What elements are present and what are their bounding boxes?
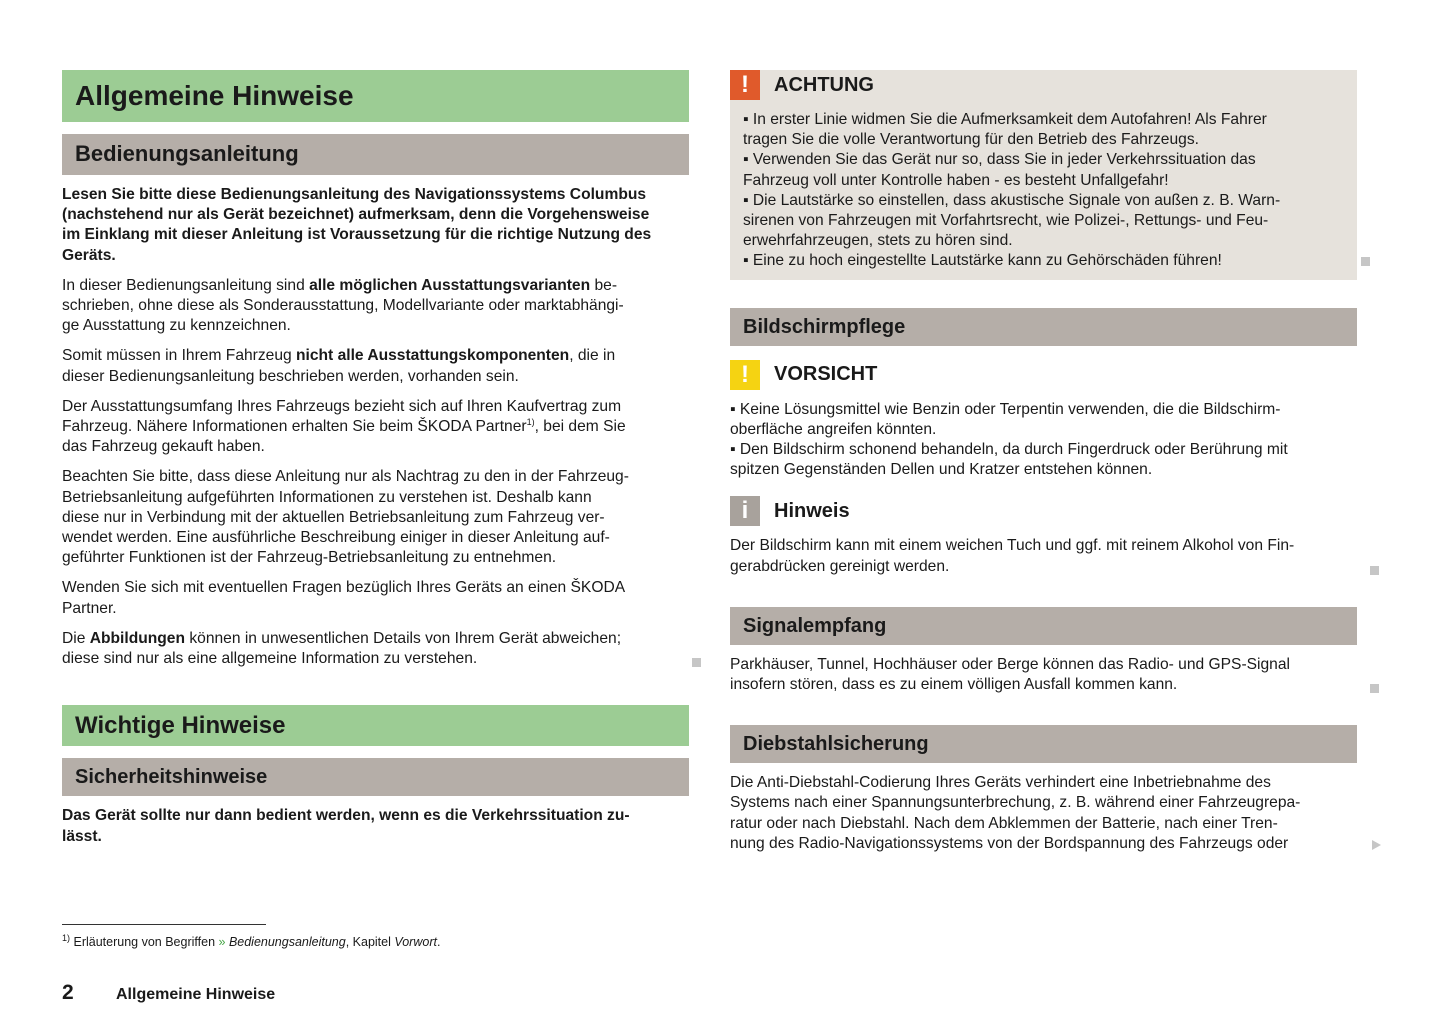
page-footer <box>62 884 689 1005</box>
text-segment: Der Bildschirm kann mit einem weichen Tuch und ggf. mit reinem Alkohol von Fin- gerabdrücken gereinigt werden. <box>730 537 1295 575</box>
text-segment: ▪ In erster Linie widmen Sie die Aufmerksamkeit dem Autofahren! Als Fahrer tragen Sie die volle Verantwortung für den Betrieb des Fahrzeugs. ▪ Verwenden Sie das Gerät nur so, dass Sie in jeder Verkehrssituation das Fahrzeug voll unter Kontrolle haben - es besteht Unfallgefahr! ▪ Die Lautstärke so einstellen, dass akustische Signale von außen z. B. Warn- sirenen von Fahrzeugen mit Vorfahrtsrecht, wie Polizei-, Rettungs- und Feu- erwehrfahrzeugen, stets zu hören sind. ▪ Eine zu hoch eingestellte Lautstärke kann zu Gehörschäden führen! <box>743 111 1281 270</box>
text-segment: Die Anti-Diebstahl-Codierung Ihres Geräts verhindert eine Inbetriebnahme des Systems nach einer Spannungsunterbrechung, z. B. während einer Fahrzeugrepa- ratur oder nach Diebstahl. Nach dem Abklemmen der Batterie, nach einer Tren- nung des Radio-Navigationssystems von der Bordspannung des Fahrzeugs oder <box>730 774 1301 852</box>
warning-box <box>730 70 1357 280</box>
text-segment: In dieser Bedienungsanleitung sind <box>62 276 310 294</box>
intro-paragraph <box>62 185 689 266</box>
heading-signalempfang: Signalempfang <box>730 607 1357 645</box>
caution-text <box>730 400 1357 481</box>
text-segment: ▪ Keine Lösungsmittel wie Benzin oder Terpentin verwenden, die die Bildschirm- oberfläche angreifen könnten. ▪ Den Bildschirm schonend behandeln, da durch Fingerdruck oder Berührung mit spitzen Gegenständen Dellen und Kratzer entstehen können. <box>730 400 1288 479</box>
section-end-marker <box>1370 566 1379 575</box>
footnote-divider <box>62 924 266 925</box>
text-segment: Abbildungen <box>89 629 186 647</box>
continue-arrow-icon <box>1372 840 1381 850</box>
safety-paragraph <box>62 806 689 846</box>
section-end-marker <box>1370 684 1379 693</box>
note-section <box>730 536 1357 586</box>
signal-paragraph <box>730 655 1357 695</box>
heading-bildschirmpflege: Bildschirmpflege <box>730 308 1357 346</box>
reference-arrow: » <box>218 935 226 949</box>
heading-allgemeine-hinweise: Allgemeine Hinweise <box>62 70 689 122</box>
paragraph <box>62 629 689 669</box>
text-segment: Wenden Sie sich mit eventuellen Fragen bezüglich Ihres Geräts an einen ŠKODA Partner. <box>62 579 626 617</box>
paragraph <box>62 578 689 618</box>
text-segment: nicht alle Ausstattungskomponenten <box>296 347 570 365</box>
paragraph <box>62 467 689 568</box>
text-segment: , die in dieser Bedienungsanleitung beschrieben werden, vorhanden sein. <box>62 347 616 385</box>
text-segment: Vorwort <box>394 935 437 949</box>
text-segment: Lesen Sie bitte diese Bedienungsanleitung des Navigationssystems Columbus (nachstehend nur als Gerät bezeichnet) aufmerksam, denn die Vorgehensweise im Einklang mit dieser Anleitung ist Voraussetzung für die richtige Nutzung des Geräts. <box>62 185 652 264</box>
theft-section <box>730 773 1357 864</box>
note-text <box>730 536 1357 576</box>
heading-wichtige-hinweise: Wichtige Hinweise <box>62 705 689 746</box>
section-end-marker <box>692 658 701 667</box>
note-title: Hinweis <box>774 499 850 522</box>
text-segment: alle möglichen Ausstattungsvarianten <box>309 276 591 294</box>
text-segment: 1) <box>62 932 71 943</box>
caution-title: VORSICHT <box>774 363 878 386</box>
section-last-paragraph <box>62 629 689 679</box>
text-segment: können in unwesentlichen Details von Ihrem Gerät abweichen; diese sind nur als eine allgemeine Information zu verstehen. <box>62 629 622 668</box>
text-segment: Bedienungsanleitung <box>228 935 346 949</box>
text-segment: Somit müssen in Ihrem Fahrzeug <box>62 347 296 365</box>
paragraph <box>62 397 689 458</box>
text-segment: , Kapitel <box>345 935 395 949</box>
warning-text <box>743 110 1344 272</box>
text-segment: Das Gerät sollte nur dann bedient werden, wenn es die Verkehrssituation zu- lässt. <box>62 807 630 845</box>
paragraph <box>62 346 689 386</box>
left-column <box>62 70 689 1005</box>
caution-icon: ! <box>730 360 760 390</box>
heading-sicherheitshinweise: Sicherheitshinweise <box>62 758 689 796</box>
text-segment: be- schrieben, ohne diese als Sonderausstattung, Modellvariante oder marktabhängi- ge Ausstattung zu kennzeichnen. <box>62 276 624 335</box>
right-column <box>730 70 1357 864</box>
info-icon: i <box>730 496 760 526</box>
warning-icon: ! <box>730 70 760 100</box>
text-segment: Erläuterung von Begriffen <box>70 935 219 949</box>
page-number: 2 <box>62 981 74 1004</box>
heading-diebstahlsicherung: Diebstahlsicherung <box>730 725 1357 763</box>
text-segment: . <box>436 935 441 949</box>
text-segment: Der Ausstattungsumfang Ihres Fahrzeugs bezieht sich auf Ihren Kaufvertrag zum Fahrzeug. Nähere Informationen erhalten Sie beim ŠKODA Partner <box>62 397 622 436</box>
warning-title: ACHTUNG <box>774 73 874 96</box>
text-segment: , bei dem Sie das Fahrzeug gekauft haben. <box>62 418 626 456</box>
theft-paragraph <box>730 773 1357 854</box>
text-segment: Beachten Sie bitte, dass diese Anleitung nur als Nachtrag zu den in der Fahrzeug- Betriebsanleitung aufgeführten Informationen zu verstehen ist. Deshalb kann diese nur in Verbindung mit der aktuellen Betriebsanleitung zum Fahrzeug ver- wendet werden. Eine ausführliche Beschreibung einiger in dieser Anleitung auf- geführter Funktionen ist der Fahrzeug-Betriebsanleitung zu entnehmen. <box>62 468 629 567</box>
section-end-marker <box>1361 257 1370 266</box>
text-segment: 1) <box>526 416 535 427</box>
text-segment: Die <box>62 629 90 647</box>
text-segment: Parkhäuser, Tunnel, Hochhäuser oder Berge können das Radio- und GPS-Signal insofern stören, dass es zu einem völligen Ausfall kommen kann. <box>730 655 1290 694</box>
heading-bedienungsanleitung: Bedienungsanleitung <box>62 134 689 175</box>
footnote <box>62 933 689 951</box>
paragraph <box>62 276 689 337</box>
running-title: Allgemeine Hinweise <box>116 986 276 1003</box>
signal-section <box>730 655 1357 705</box>
